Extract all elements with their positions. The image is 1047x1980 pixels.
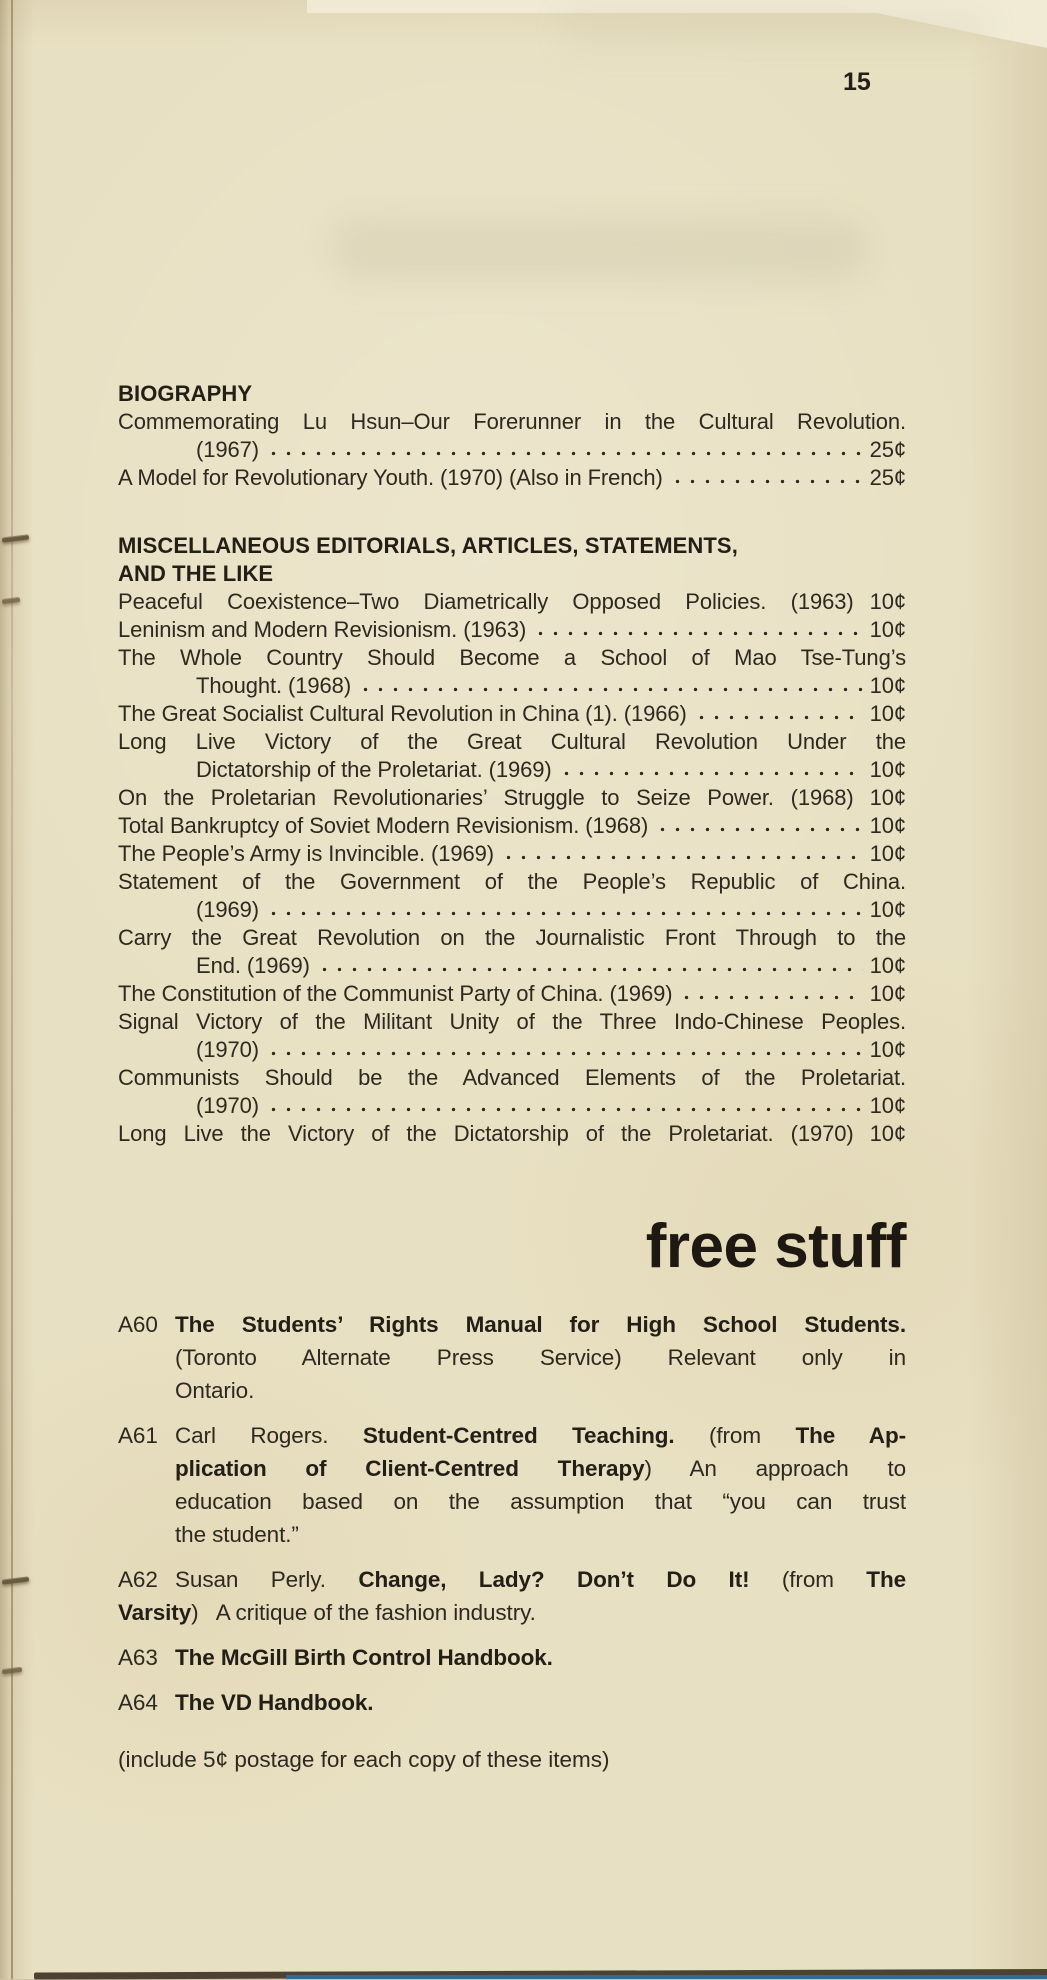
line-text: Signal Victory of the Militant Unity of the Three Indo-Chinese Peoples. [118,1009,906,1034]
item-title: The VD Handbook. [175,1690,374,1715]
catalog-item-line [118,588,906,616]
catalog-item-line [118,812,906,840]
catalog-item-line [118,784,906,812]
item-text: (from [781,1567,867,1592]
catalog-item-line [118,952,906,980]
line-text: Communists Should be the Advanced Elements of the Proletariat. [118,1065,906,1090]
line-text: Carry the Great Revolution on the Journalistic Front Through to the [118,925,906,950]
item-line [175,1308,906,1341]
section-heading: BIOGRAPHY [118,381,253,406]
catalog-item-line [118,728,906,756]
line-text: End. (1969) [196,953,310,978]
line-text: The Whole Country Should Become a School of Mao Tse-Tung’s [118,645,906,670]
item-text: ) An approach to [644,1456,907,1481]
line-text: Long Live Victory of the Great Cultural Revolution Under the [118,729,906,754]
price: 25¢ [869,437,906,462]
line-text: Long Live the Victory of the Dictatorship of the Proletariat. (1970) [118,1121,854,1146]
item-title: The Students’ Rights Manual for High School Students. [175,1312,906,1337]
line-text: Total Bankruptcy of Soviet Modern Revisionism. (1968) [118,813,649,838]
item-line [175,1563,906,1596]
catalog-item-line [118,1064,906,1092]
catalog-item-line [118,980,906,1008]
dot-leader [266,1050,863,1057]
item-title: Student-Centred Teaching. [362,1423,709,1448]
dot-leader [533,630,862,637]
price: 10¢ [869,617,906,642]
line-text: (1970) [196,1037,259,1062]
scanner-bed-edge [286,1975,1047,1979]
price: 10¢ [869,757,906,782]
item-line [175,1518,906,1551]
dot-leader [317,966,863,973]
price: 10¢ [869,701,906,726]
item-title: The McGill Birth Control Handbook. [175,1645,553,1670]
price: 10¢ [869,1093,906,1118]
price: 10¢ [869,841,906,866]
dot-leader [655,826,862,833]
catalog-item-line [118,868,906,896]
ink-bleed-through [330,218,870,280]
line-text: (1967) [196,437,259,462]
page-number: 15 [843,68,871,96]
item-title: Varsity [118,1600,192,1625]
line-text: Commemorating Lu Hsun–Our Forerunner in the Cultural Revolution. [118,409,906,434]
catalog-item-line [118,756,906,784]
item-text: (Toronto Alternate Press Service) Relevant only in [175,1345,906,1370]
item-title: Change, Lady? Don’t Do It! [358,1567,782,1592]
free-item-a60 [118,1308,906,1407]
catalog-item-line [118,436,906,464]
item-text: ) A critique of the fashion industry. [191,1600,536,1625]
price: 10¢ [869,1121,906,1146]
catalog-item-line [118,1120,906,1148]
price: 10¢ [869,673,906,698]
catalog-item-line [118,840,906,868]
item-text: Ontario. [175,1378,255,1403]
line-text: Leninism and Modern Revisionism. (1963) [118,617,527,642]
catalog-item-line [118,464,906,492]
free-item-a62 [118,1563,906,1629]
dot-leader [266,910,863,917]
dot-leader [694,714,863,721]
line-text: (1969) [196,897,259,922]
line-text: Thought. (1968) [196,673,352,698]
item-line [175,1641,906,1674]
line-text: Peaceful Coexistence–Two Diametrically Opposed Policies. (1963) [118,589,854,614]
item-code: A62 [118,1567,158,1592]
catalog-item-line [118,1092,906,1120]
item-code: A61 [118,1423,158,1448]
item-text: the student.” [175,1522,299,1547]
catalog-item-line [118,924,906,952]
catalog-item-line [118,616,906,644]
item-text: (from [709,1423,796,1448]
dot-leader [358,686,863,693]
ink-bleed-through [560,8,990,48]
item-line [175,1485,906,1518]
line-text: The People’s Army is Invincible. (1969) [118,841,494,866]
line-text: On the Proletarian Revolutionaries’ Struggle to Seize Power. (1968) [118,785,854,810]
item-line [175,1341,906,1374]
catalog-item-line [118,408,906,436]
price: 10¢ [869,897,906,922]
free-stuff-heading: free stuff [645,1212,906,1281]
catalog-item-line [118,672,906,700]
free-item-a64 [118,1686,906,1719]
free-item-a63 [118,1641,906,1674]
item-title: The Ap- [795,1423,906,1448]
line-text: Statement of the Government of the People’s Republic of China. [118,869,906,894]
dot-leader [670,478,863,485]
dot-leader [266,1106,863,1113]
price: 10¢ [869,953,906,978]
line-text: The Constitution of the Communist Party of China. (1969) [118,981,673,1006]
item-title: plication of Client-Centred Therapy [175,1456,645,1481]
catalog-text-block [118,380,906,1775]
dot-leader [679,994,862,1001]
item-code: A63 [118,1645,158,1670]
section-miscellaneous [118,532,906,1148]
postage-note: (include 5¢ postage for each copy of these items) [118,1747,610,1772]
line-text: A Model for Revolutionary Youth. (1970) (Also in French) [118,465,663,490]
item-line [175,1452,906,1485]
dot-leader [501,854,863,861]
item-code: A60 [118,1312,158,1337]
price: 10¢ [869,785,906,810]
item-code: A64 [118,1690,158,1715]
free-item-a61 [118,1419,906,1551]
catalog-item-line [118,700,906,728]
price: 25¢ [869,465,906,490]
item-line [175,1374,906,1407]
price: 10¢ [869,1037,906,1062]
catalog-item-line [118,1008,906,1036]
catalog-item-line [118,1036,906,1064]
item-text: education based on the assumption that “you can trust [175,1489,906,1514]
section-heading-line2: AND THE LIKE [118,561,274,586]
dot-leader [266,450,863,457]
line-text: (1970) [196,1093,259,1118]
item-text: Susan Perly. [175,1567,359,1592]
item-title: The [866,1567,906,1592]
price: 10¢ [869,589,906,614]
catalog-item-line [118,644,906,672]
item-line [175,1686,906,1719]
item-line [175,1419,906,1452]
catalog-item-line [118,896,906,924]
line-text: The Great Socialist Cultural Revolution in China (1). (1966) [118,701,687,726]
dot-leader [559,770,863,777]
item-text: Carl Rogers. [175,1423,363,1448]
spine-crease [11,0,13,1979]
line-text: Dictatorship of the Proletariat. (1969) [196,757,552,782]
price: 10¢ [869,981,906,1006]
section-heading: MISCELLANEOUS EDITORIALS, ARTICLES, STATEMENTS, [118,533,738,558]
section-biography [118,380,906,492]
price: 10¢ [869,813,906,838]
item-line [118,1596,906,1629]
